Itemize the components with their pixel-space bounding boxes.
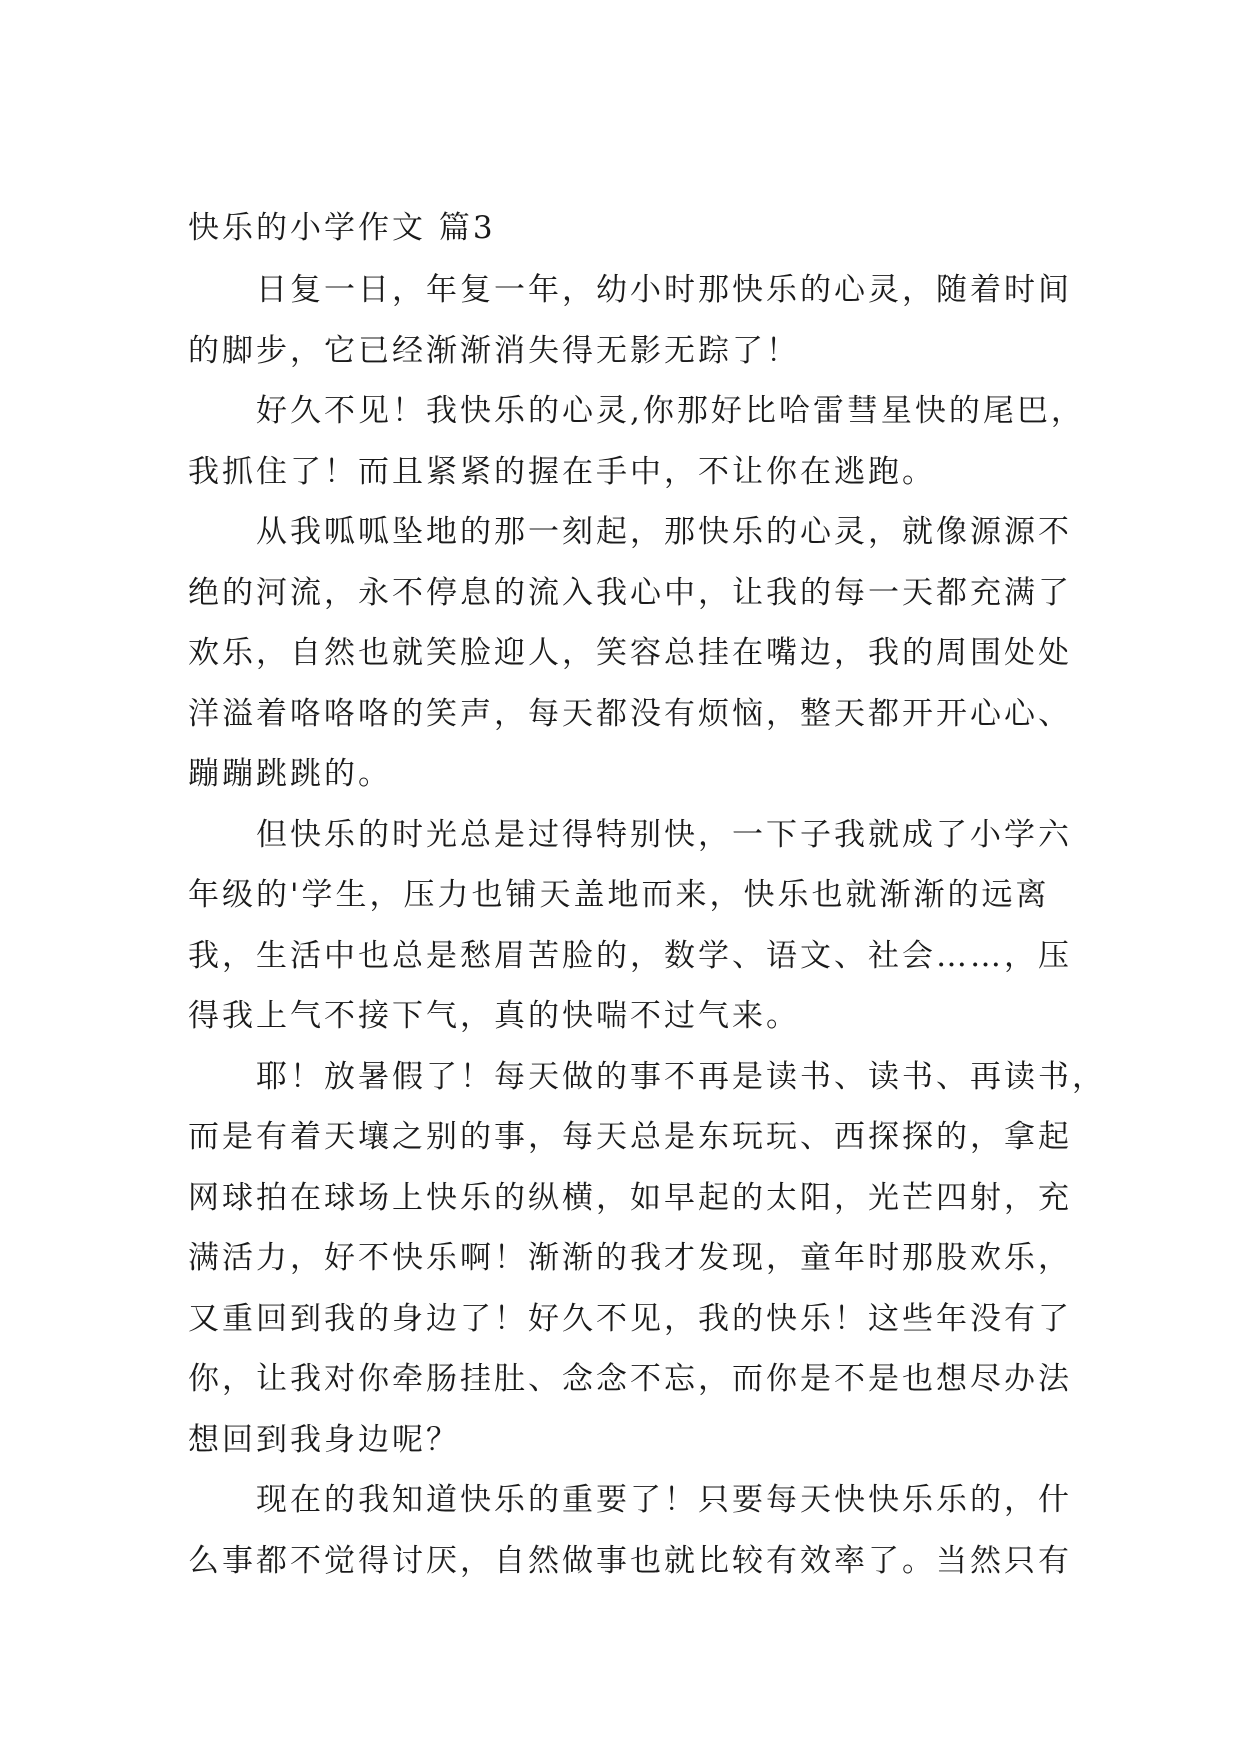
text-line: 洋溢着咯咯咯的笑声，每天都没有烦恼，整天都开开心心、 [188,695,1072,732]
essay-title: 快乐的小学作文 篇3 [188,210,496,246]
text-line: 而是有着天壤之别的事，每天总是东玩玩、西探探的，拿起 [188,1119,1072,1155]
paragraph-4 [188,805,1072,1047]
text-line: 你，让我对你牵肠挂肚、念念不忘，而你是不是也想尽办法 [188,1361,1072,1397]
text-line: 现在的我知道快乐的重要了！只要每天快快乐乐的，什 [256,1482,1072,1518]
text-line: 日复一日，年复一年，幼小时那快乐的心灵，随着时间 [256,272,1072,308]
text-line: 的脚步，它已经渐渐消失得无影无踪了！ [188,332,800,369]
text-line: 么事都不觉得讨厌，自然做事也就比较有效率了。当然只有 [188,1542,1072,1579]
text-line: 年级的'学生，压力也铺天盖地而来，快乐也就渐渐的远离 [188,877,1050,913]
paragraph-5 [188,1047,1106,1471]
text-line: 欢乐，自然也就笑脸迎人，笑容总挂在嘴边，我的周围处处 [188,635,1072,671]
paragraph-2 [188,381,1085,502]
text-line: 得我上气不接下气，真的快喘不过气来。 [188,998,800,1034]
text-line: 我抓住了！而且紧紧的握在手中，不让你在逃跑。 [188,453,936,490]
text-line: 又重回到我的身边了！好久不见，我的快乐！这些年没有了 [188,1300,1072,1337]
text-line: 我，生活中也总是愁眉苦脸的，数学、语文、社会……，压 [188,937,1072,974]
paragraph-3 [188,502,1072,805]
paragraph-6 [188,1470,1072,1591]
paragraph-1 [188,260,1072,381]
text-line: 想回到我身边呢？ [188,1421,460,1458]
text-line: 满活力，好不快乐啊！渐渐的我才发现，童年时那股欢乐， [188,1240,1072,1276]
text-line: 蹦蹦跳跳的。 [188,756,392,792]
text-line: 从我呱呱坠地的那一刻起，那快乐的心灵，就像源源不 [256,514,1072,550]
text-line: 绝的河流，永不停息的流入我心中，让我的每一天都充满了 [188,574,1072,611]
text-line: 但快乐的时光总是过得特别快，一下子我就成了小学六 [256,816,1072,853]
text-line: 好久不见！我快乐的心灵,你那好比哈雷彗星快的尾巴， [256,393,1085,429]
text-line: 网球拍在球场上快乐的纵横，如早起的太阳，光芒四射，充 [188,1179,1072,1216]
text-line: 耶！放暑假了！每天做的事不再是读书、读书、再读书， [256,1058,1106,1095]
essay-body [188,260,1106,1591]
